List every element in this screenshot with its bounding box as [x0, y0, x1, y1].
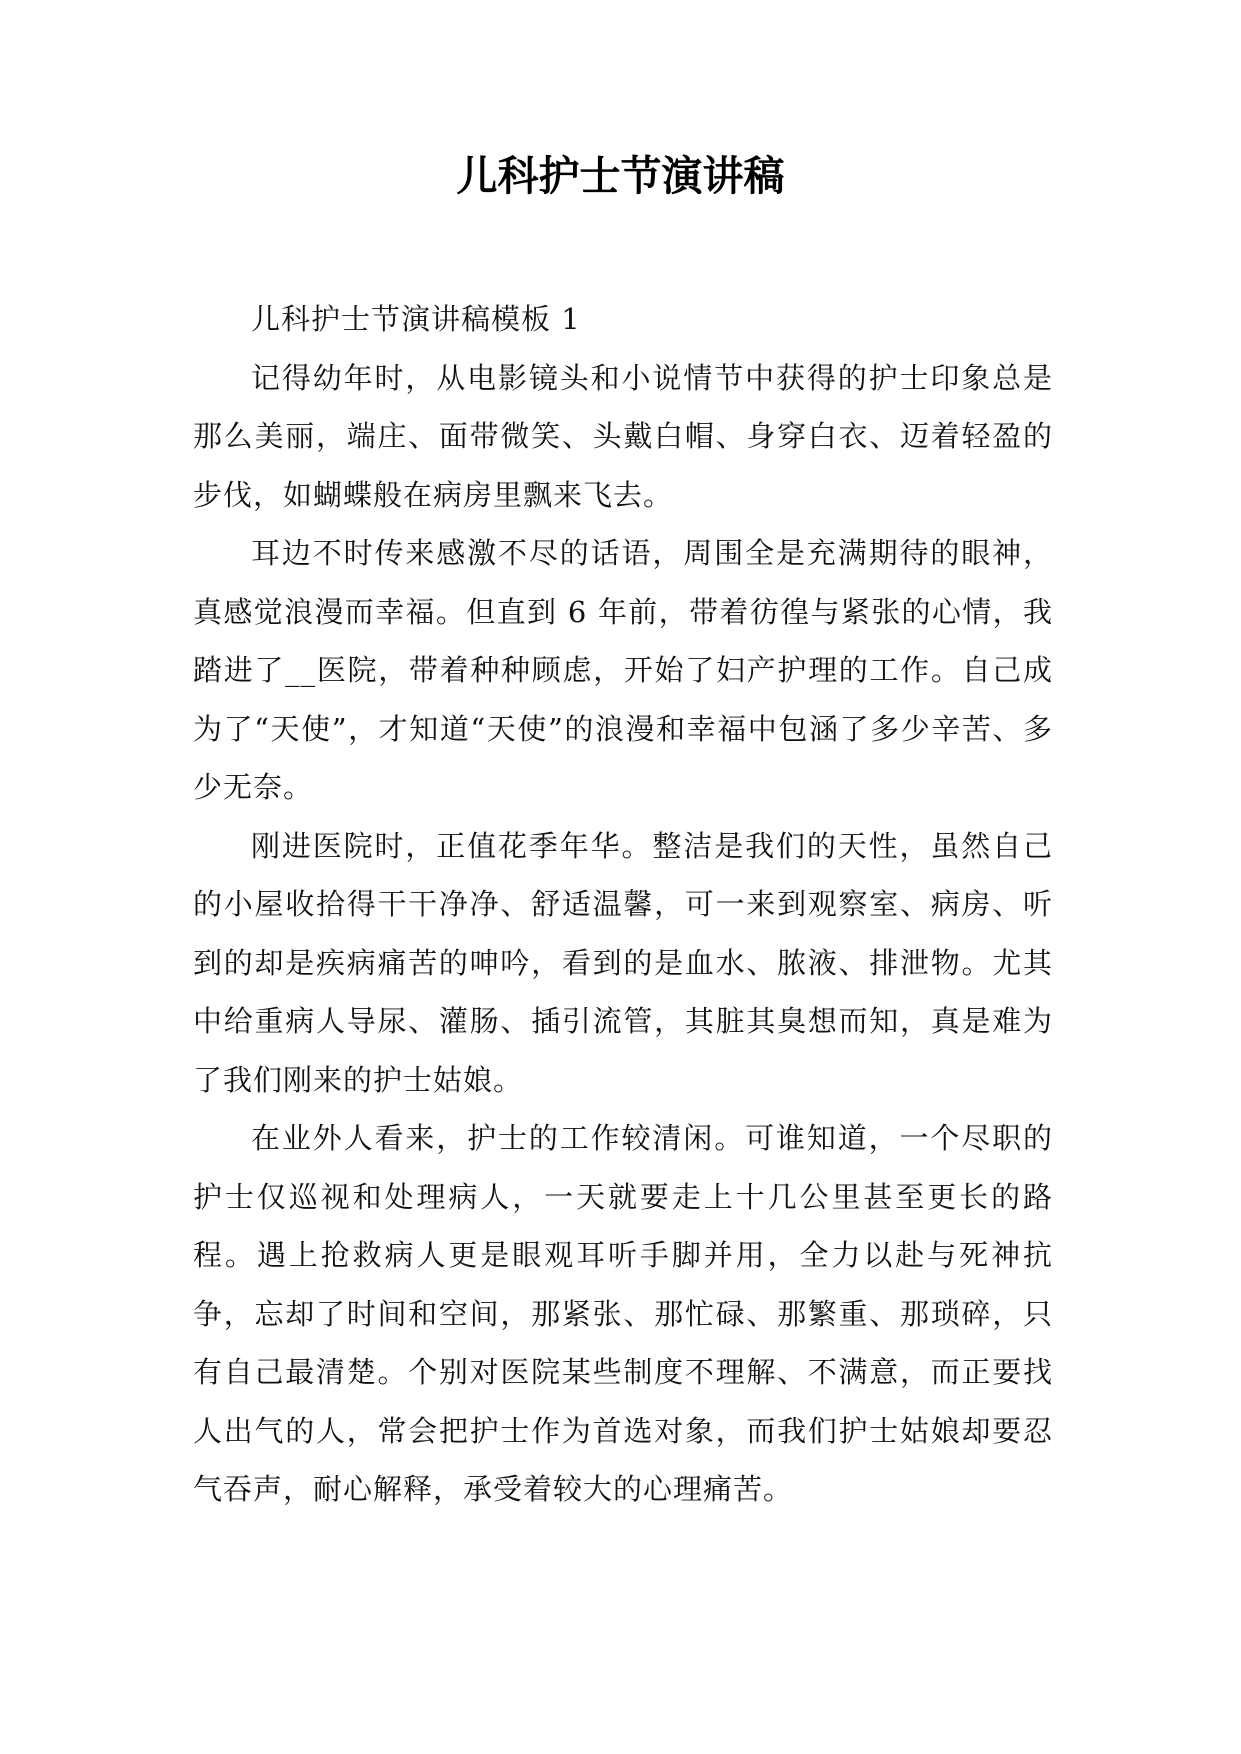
section-heading: 儿科护士节演讲稿模板 1 — [251, 302, 581, 336]
paragraph: 耳边不时传来感激不尽的话语，周围全是充满期待的眼神，真感觉浪漫而幸福。但直到 6 年前，带着彷徨与紧张的心情，我踏进了__医院，带着种种顾虑，开始了妇产护理的工作。自己成为了“天使”，才知道“天使”的浪漫和幸福中包涵了多少辛苦、多少无奈。 — [193, 536, 1053, 804]
paragraph: 记得幼年时，从电影镜头和小说情节中获得的护士印象总是那么美丽，端庄、面带微笑、头戴白帽、身穿白衣、迈着轻盈的步伐，如蝴蝶般在病房里飘来飞去。 — [193, 360, 1053, 512]
document-title: 儿科护士节演讲稿 — [456, 152, 785, 200]
paragraph: 在业外人看来，护士的工作较清闲。可谁知道，一个尽职的护士仅巡视和处理病人，一天就要走上十几公里甚至更长的路程。遇上抢救病人更是眼观耳听手脚并用，全力以赴与死神抗争，忘却了时间和空间，那紧张、那忙碌、那繁重、那琐碎，只有自己最清楚。个别对医院某些制度不理解、不满意，而正要找人出气的人，常会把护士作为首选对象，而我们护士姑娘却要忍气吞声，耐心解释，承受着较大的心理痛苦。 — [193, 1121, 1053, 1506]
document-body — [193, 290, 1053, 1519]
paragraph: 刚进医院时，正值花季年华。整洁是我们的天性，虽然自己的小屋收拾得干干净净、舒适温馨，可一来到观察室、病房、听到的却是疾病痛苦的呻吟，看到的是血水、脓液、排泄物。尤其中给重病人导尿、灌肠、插引流管，其脏其臭想而知，真是难为了我们刚来的护士姑娘。 — [193, 828, 1053, 1097]
